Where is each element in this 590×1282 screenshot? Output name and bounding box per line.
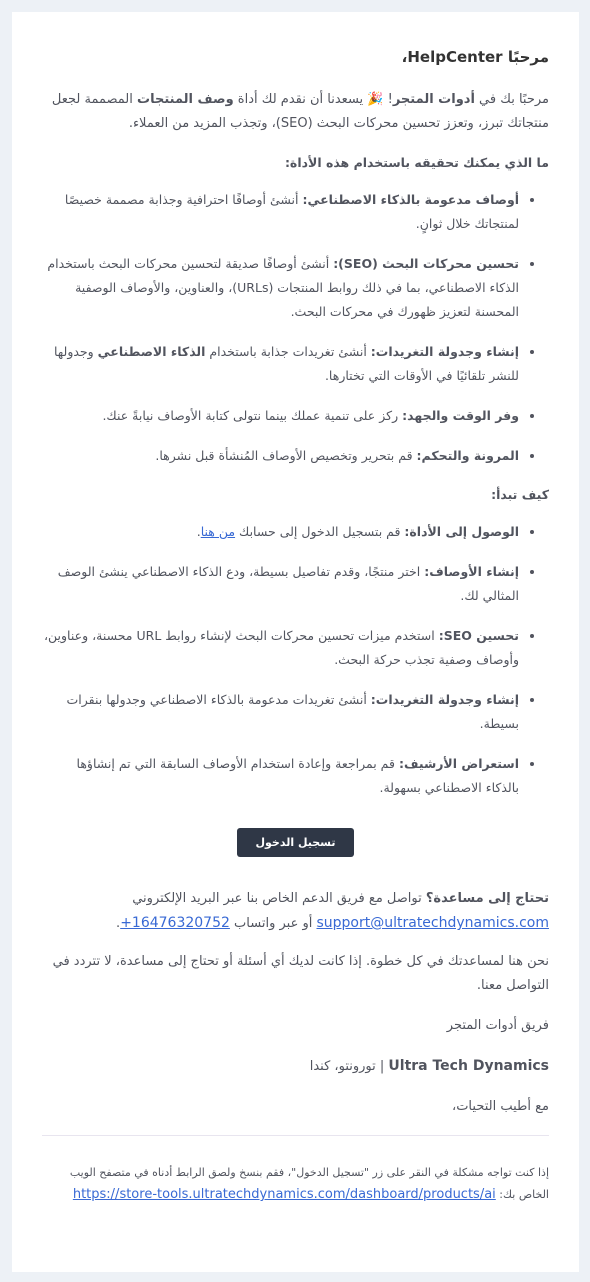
feature-text: ركز على تنمية عملك بينما نتولى كتابة الأوصاف نيابةً عنك. <box>102 408 403 423</box>
greeting-heading: مرحبًا HelpCenter، <box>401 48 549 66</box>
login-here-link[interactable]: من هنا <box>200 524 236 539</box>
step-title: تحسين SEO: <box>438 628 519 643</box>
fallback-url-link[interactable]: https://store-tools.ultratechdynamics.com/dashboard/products/ai <box>72 1187 496 1202</box>
step-item-archive <box>42 752 519 800</box>
divider <box>42 1135 549 1136</box>
feature-text: وجدولها للنشر تلقائيًا في الأوقات التي تختارها. <box>53 344 519 383</box>
login-button-wrap <box>42 828 549 857</box>
step-text: قم بتسجيل الدخول إلى حسابك <box>235 524 405 539</box>
step-item-tweets <box>42 688 519 736</box>
feature-title: أوصاف مدعومة بالذكاء الاصطناعي: <box>302 192 519 207</box>
step-title: إنشاء وجدولة التغريدات: <box>370 692 519 707</box>
support-email-link[interactable]: support@ultratechdynamics.com <box>316 915 549 931</box>
feature-item-ai <box>42 188 519 236</box>
step-text: . <box>196 524 201 539</box>
feature-bold: الذكاء الاصطناعي <box>97 344 206 359</box>
features-title: ما الذي يمكنك تحقيقه باستخدام هذه الأداة: <box>284 155 549 170</box>
feature-text: قم بتحرير وتخصيص الأوصاف المُنشأة قبل نشرها. <box>155 448 417 463</box>
feature-text: أنشئ أوصافًا صديقة لتحسين محركات البحث باستخدام الذكاء الاصطناعي، بما في ذلك روابط المنتجات (URLs)، والعناوين، والأوصاف الوصفية المحسنة لتعزيز ظهورك في محركات البحث. <box>47 256 519 319</box>
help-text: أو عبر واتساب <box>229 916 317 931</box>
help-paragraph <box>42 887 549 936</box>
company-location: | تورونتو، كندا <box>309 1059 389 1074</box>
step-item-seo <box>42 624 519 672</box>
whatsapp-phone-link[interactable]: +16476320752 <box>120 915 230 931</box>
feature-item-time <box>42 404 519 428</box>
features-list <box>42 188 549 468</box>
step-text: قم بمراجعة وإعادة استخدام الأوصاف السابقة التي تم إنشاؤها بالذكاء الاصطناعي بسهولة. <box>76 756 519 795</box>
step-title: إنشاء الأوصاف: <box>424 564 519 579</box>
email-card <box>12 12 579 1272</box>
feature-item-tweets <box>42 340 519 388</box>
step-item-access <box>42 520 519 544</box>
step-title: الوصول إلى الأداة: <box>404 524 519 539</box>
feature-text: أنشئ أوصافًا احترافية وجذابة مصممة خصيصًا لمنتجاتك خلال ثوانٍ. <box>64 192 519 231</box>
support-note: نحن هنا لمساعدتك في كل خطوة. إذا كانت لديك أي أسئلة أو تحتاج إلى مساعدة، لا تتردد في التواصل معنا. <box>52 954 549 993</box>
feature-text: أنشئ تغريدات جذابة باستخدام <box>205 344 371 359</box>
help-text: تواصل مع فريق الدعم الخاص بنا عبر البريد الإلكتروني <box>132 891 426 906</box>
company-line <box>42 1054 549 1079</box>
feature-title: وفر الوقت والجهد: <box>402 408 519 423</box>
steps-list <box>42 520 549 800</box>
intro-tool: وصف المنتجات <box>137 92 234 107</box>
signoff: مع أطيب التحيات، <box>452 1099 549 1114</box>
intro-before: مرحبًا بك في <box>474 92 549 107</box>
step-text: استخدم ميزات تحسين محركات البحث لإنشاء روابط URL محسنة، وعناوين، وأوصاف وصفية تجذب حركة البحث. <box>43 628 519 667</box>
intro-after-brand: ! 🎉 يسعدنا أن نقدم لك أداة <box>233 92 393 107</box>
step-title: استعراض الأرشيف: <box>398 756 519 771</box>
feature-item-flex <box>42 444 519 468</box>
login-button[interactable]: تسجيل الدخول <box>237 828 353 857</box>
feature-title: تحسين محركات البحث (SEO): <box>333 256 519 271</box>
help-title: تحتاج إلى مساعدة؟ <box>425 891 549 906</box>
step-text: أنشئ تغريدات مدعومة بالذكاء الاصطناعي وجدولها بنقرات بسيطة. <box>66 692 519 731</box>
feature-title: المرونة والتحكم: <box>416 448 519 463</box>
intro-rest: المصممة لجعل منتجاتك تبرز، وتعزز تحسين محركات البحث (SEO)، وتجذب المزيد من العملاء. <box>51 92 549 131</box>
feature-item-seo <box>42 252 519 324</box>
step-text: اختر منتجًا، وقدم تفاصيل بسيطة، ودع الذكاء الاصطناعي ينشئ الوصف المثالي لك. <box>57 564 519 603</box>
company-name: Ultra Tech Dynamics <box>388 1058 549 1074</box>
intro-paragraph <box>42 88 549 136</box>
footer-note <box>42 1162 549 1206</box>
step-item-create <box>42 560 519 608</box>
feature-title: إنشاء وجدولة التغريدات: <box>370 344 519 359</box>
help-text: . <box>116 916 121 931</box>
team-signature: فريق أدوات المتجر <box>446 1018 549 1033</box>
intro-brand: أدوات المتجر <box>392 92 475 107</box>
start-title: كيف تبدأ: <box>491 487 549 502</box>
footer-text: إذا كنت تواجه مشكلة في النقر على زر "تسجيل الدخول"، فقم بنسخ ولصق الرابط أدناه في متصفح الويب الخاص بك: <box>69 1166 549 1201</box>
